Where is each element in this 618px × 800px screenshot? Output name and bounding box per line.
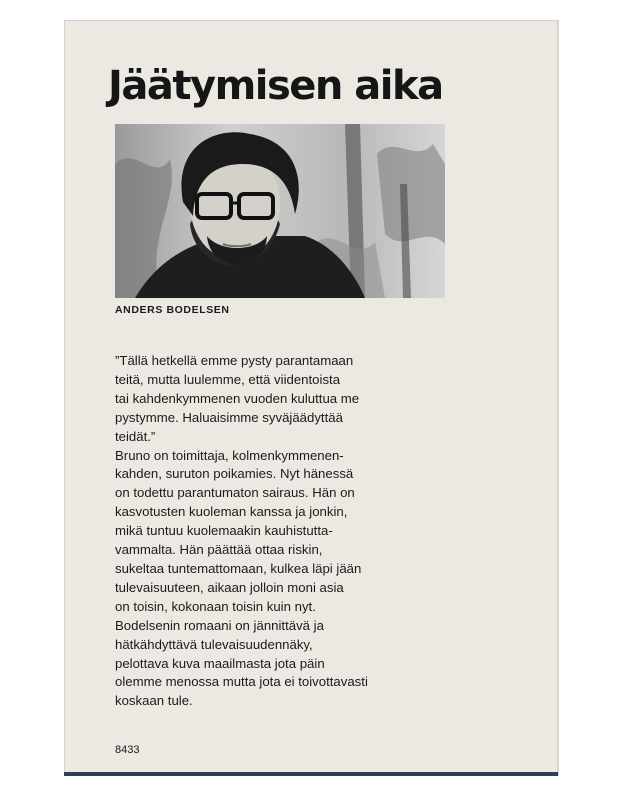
blurb-line: teitä, mutta luulemme, että viidentoista	[115, 371, 341, 387]
blurb-line: koskaan tule.	[115, 693, 193, 709]
blurb-line: vammalta. Hän päättää ottaa riskin,	[115, 542, 323, 558]
blurb-line: pelottava kuva maailmasta jota päin	[115, 655, 325, 671]
blurb-line: hätkähdyttävä tulevaisuudennäky,	[115, 636, 313, 652]
blurb-line: kasvotusten kuoleman kanssa ja jonkin,	[115, 504, 348, 520]
back-cover-blurb	[115, 352, 415, 711]
catalog-number: 8433	[115, 744, 140, 756]
blurb-line: on todettu parantumaton sairaus. Hän on	[115, 485, 355, 501]
blurb-line: mikä tuntuu kuolemaakin kauhistutta-	[115, 523, 333, 539]
blurb-line: olemme menossa mutta jota ei toivottavasti	[115, 674, 368, 690]
photo-caption-author: ANDERS BODELSEN	[115, 304, 230, 316]
blurb-line: on toisin, kokonaan toisin kuin nyt.	[115, 598, 316, 614]
blurb-line: sukeltaa tuntemattomaan, kulkea läpi jään	[115, 560, 362, 576]
blurb-line: pystymme. Haluaisimme syväjäädyttää	[115, 409, 343, 425]
cover-bottom-edge	[64, 772, 558, 776]
blurb-line: tulevaisuuteen, aikaan jolloin moni asia	[115, 579, 344, 595]
blurb-line: kahden, suruton poikamies. Nyt hänessä	[115, 466, 354, 482]
blurb-line: ”Tällä hetkellä emme pysty parantamaan	[115, 353, 354, 368]
blurb-line: tai kahdenkymmenen vuoden kuluttua me	[115, 390, 360, 406]
blurb-line: Bodelsenin romaani on jännittävä ja	[115, 617, 324, 633]
author-photo	[115, 124, 445, 298]
blurb-line: teidät.”	[115, 428, 156, 444]
blurb-line: Bruno on toimittaja, kolmenkymmenen-	[115, 447, 344, 463]
book-title: Jäätymisen aika	[108, 63, 443, 109]
